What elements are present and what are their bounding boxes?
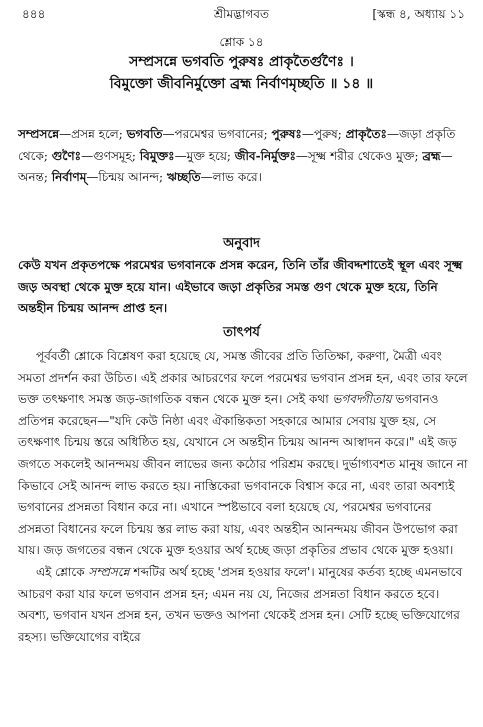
synonym-meaning: —জড়া প্রকৃতি থেকে; (18, 127, 456, 163)
synonym-word: ভগবতি (126, 127, 163, 141)
synonym-meaning: —পুরুষ; (301, 127, 346, 141)
synonym-meaning: —প্রসন্ন হলে; (59, 127, 127, 141)
synonym-word: জীব-নির্মুক্তঃ (234, 148, 296, 163)
purport-text: শব্দটির অর্থ হচ্ছে 'প্রসন্ন হওয়ার ফলে'। মানুষের কর্তব্য হচ্ছে এমনভাবে আচরণ করা যার ফলে ভগবান প্রসন্ন হন; এমন নয় যে, নিজের প্রসন্নতা বিধান করতে হবে। অবশ্য, ভগবান যখন প্রসন্ন হন, তখন ভক্তও আপনা থেকেই প্রসন্ন হন। সেটি হচ্ছে ভক্তিযোগের রহস্য। ভক্তিযোগের বাইরে (18, 564, 463, 644)
synonym-meaning: —লাভ করে। (200, 170, 262, 184)
translation-block (18, 255, 468, 320)
synonym-word: ব্রহ্ম (422, 148, 441, 163)
book-reference: ভগবদ্গীতায় (332, 392, 392, 407)
purport-text: পূর্ববর্তী শ্লোকে বিশ্লেষণ করা হয়েছে যে, সমস্ত জীবের প্রতি তিতিক্ষা, করুণা, মৈত্রী এবং সমতা প্রদর্শন করা উচিত। এই প্রকার আচরণের ফলে পরমেশ্বর ভগবান প্রসন্ন হন, এবং তার ফলে ভক্ত তৎক্ষণাৎ সমস্ত জড়-জাগতিক বন্ধন থেকে মুক্ত হন। সেই কথা (18, 349, 468, 407)
synonym-meaning: —সূক্ষ্ম শরীর থেকেও মুক্ত; (295, 148, 423, 163)
synonym-word: বিমুক্তঃ (139, 148, 175, 163)
purport-heading: তাৎপর্য (223, 325, 260, 340)
synonym-word: গুণৈঃ (51, 148, 82, 163)
purport-text: ভগবানও প্রতিপন্ন করেছেন—"যদি কেউ নিষ্ঠা এবং ঐকান্তিকতা সহকারে আমার সেবায় যুক্ত হয়, সে তৎক্ষণাৎ চিন্ময় স্তরে অধিষ্ঠিত হয়, যেখানে সে অন্তহীন চিন্ময় আনন্দ আস্বাদন করে।" এই জড় জগতে সকলেই আনন্দময় জীবন লাভের জন্য কঠোর পরিশ্রম করছে। দুর্ভাগ্যবশত মানুষ জানে না কিভাবে সেই আনন্দ লাভ করতে হয়। নাস্তিকেরা ভগবানকে বিশ্বাস করে না, এবং তারা অবশ্যই ভগবানের প্রসন্নতা বিধান করে না। এখানে স্পষ্টভাবে বলা হয়েছে যে, পরমেশ্বর ভগবানের প্রসন্নতা বিধানের ফলে চিন্ময় স্তর লাভ করা যায়, এবং অন্তহীন আনন্দময় জীবন উপভোগ করা যায়। জড় জগতের বন্ধন থেকে মুক্ত হওয়ার অর্থ হচ্ছে জড়া প্রকৃতির প্রভাব থেকে মুক্ত হওয়া। (18, 392, 468, 558)
chapter-reference: [স্কন্ধ ৪, অধ্যায় ১১ (372, 7, 465, 21)
synonym-word: সম্প্রসন্নে (18, 127, 60, 141)
synonym-word: প্রাকৃতৈঃ (345, 127, 387, 141)
purport-block (18, 346, 468, 648)
page-number: ৪৪৪ (22, 7, 46, 21)
sanskrit-term: সম্প্রসন্নে (88, 564, 130, 579)
purport-paragraph-1 (18, 346, 468, 562)
verse-label: শ্লোক ১৪ (219, 35, 264, 49)
translation-text: কেউ যখন প্রকৃতপক্ষে পরমেশ্বর ভগবানকে প্রসন্ন করেন, তিনি তাঁর জীবদ্দশাতেই স্থূল এবং সূক্ষ্ম জড় অবস্থা থেকে মুক্ত হয়ে যান। এইভাবে জড়া প্রকৃতির সমস্ত গুণ থেকে মুক্ত হয়ে, তিনি অন্তহীন চিন্ময় আনন্দ প্রাপ্ত হন। (18, 258, 463, 315)
book-title: শ্রীমদ্ভাগবত (213, 7, 269, 21)
synonym-word: নির্বাণম্ (51, 170, 87, 184)
synonym-meaning: —অনন্ত; (18, 148, 453, 184)
synonyms-block (18, 124, 468, 189)
synonym-meaning: —চিন্ময় আনন্দ; (86, 170, 167, 184)
purport-paragraph-2 (18, 562, 468, 648)
synonym-word: পুরুষঃ (271, 127, 302, 141)
verse-line-2: বিমুক্তো জীবনির্মুক্তো ব্রহ্ম নির্বাণমৃচ্ছতি ॥ ১৪ ॥ (109, 76, 374, 92)
synonym-meaning: —মুক্ত হয়ে; (174, 148, 235, 163)
verse-line-1: সম্প্রসন্নে ভগবতি পুরুষঃ প্রাকৃতৈর্গুণৈঃ । (129, 54, 354, 70)
synonym-word: ঋচ্ছতি (166, 170, 201, 184)
synonym-meaning: —গুণসমূহ; (81, 148, 140, 163)
running-header (0, 0, 483, 26)
synonym-meaning: —পরমেশ্বর ভগবানের; (162, 127, 272, 141)
purport-text: এই শ্লোকে (36, 564, 89, 579)
translation-heading: অনুবাদ (223, 236, 260, 251)
